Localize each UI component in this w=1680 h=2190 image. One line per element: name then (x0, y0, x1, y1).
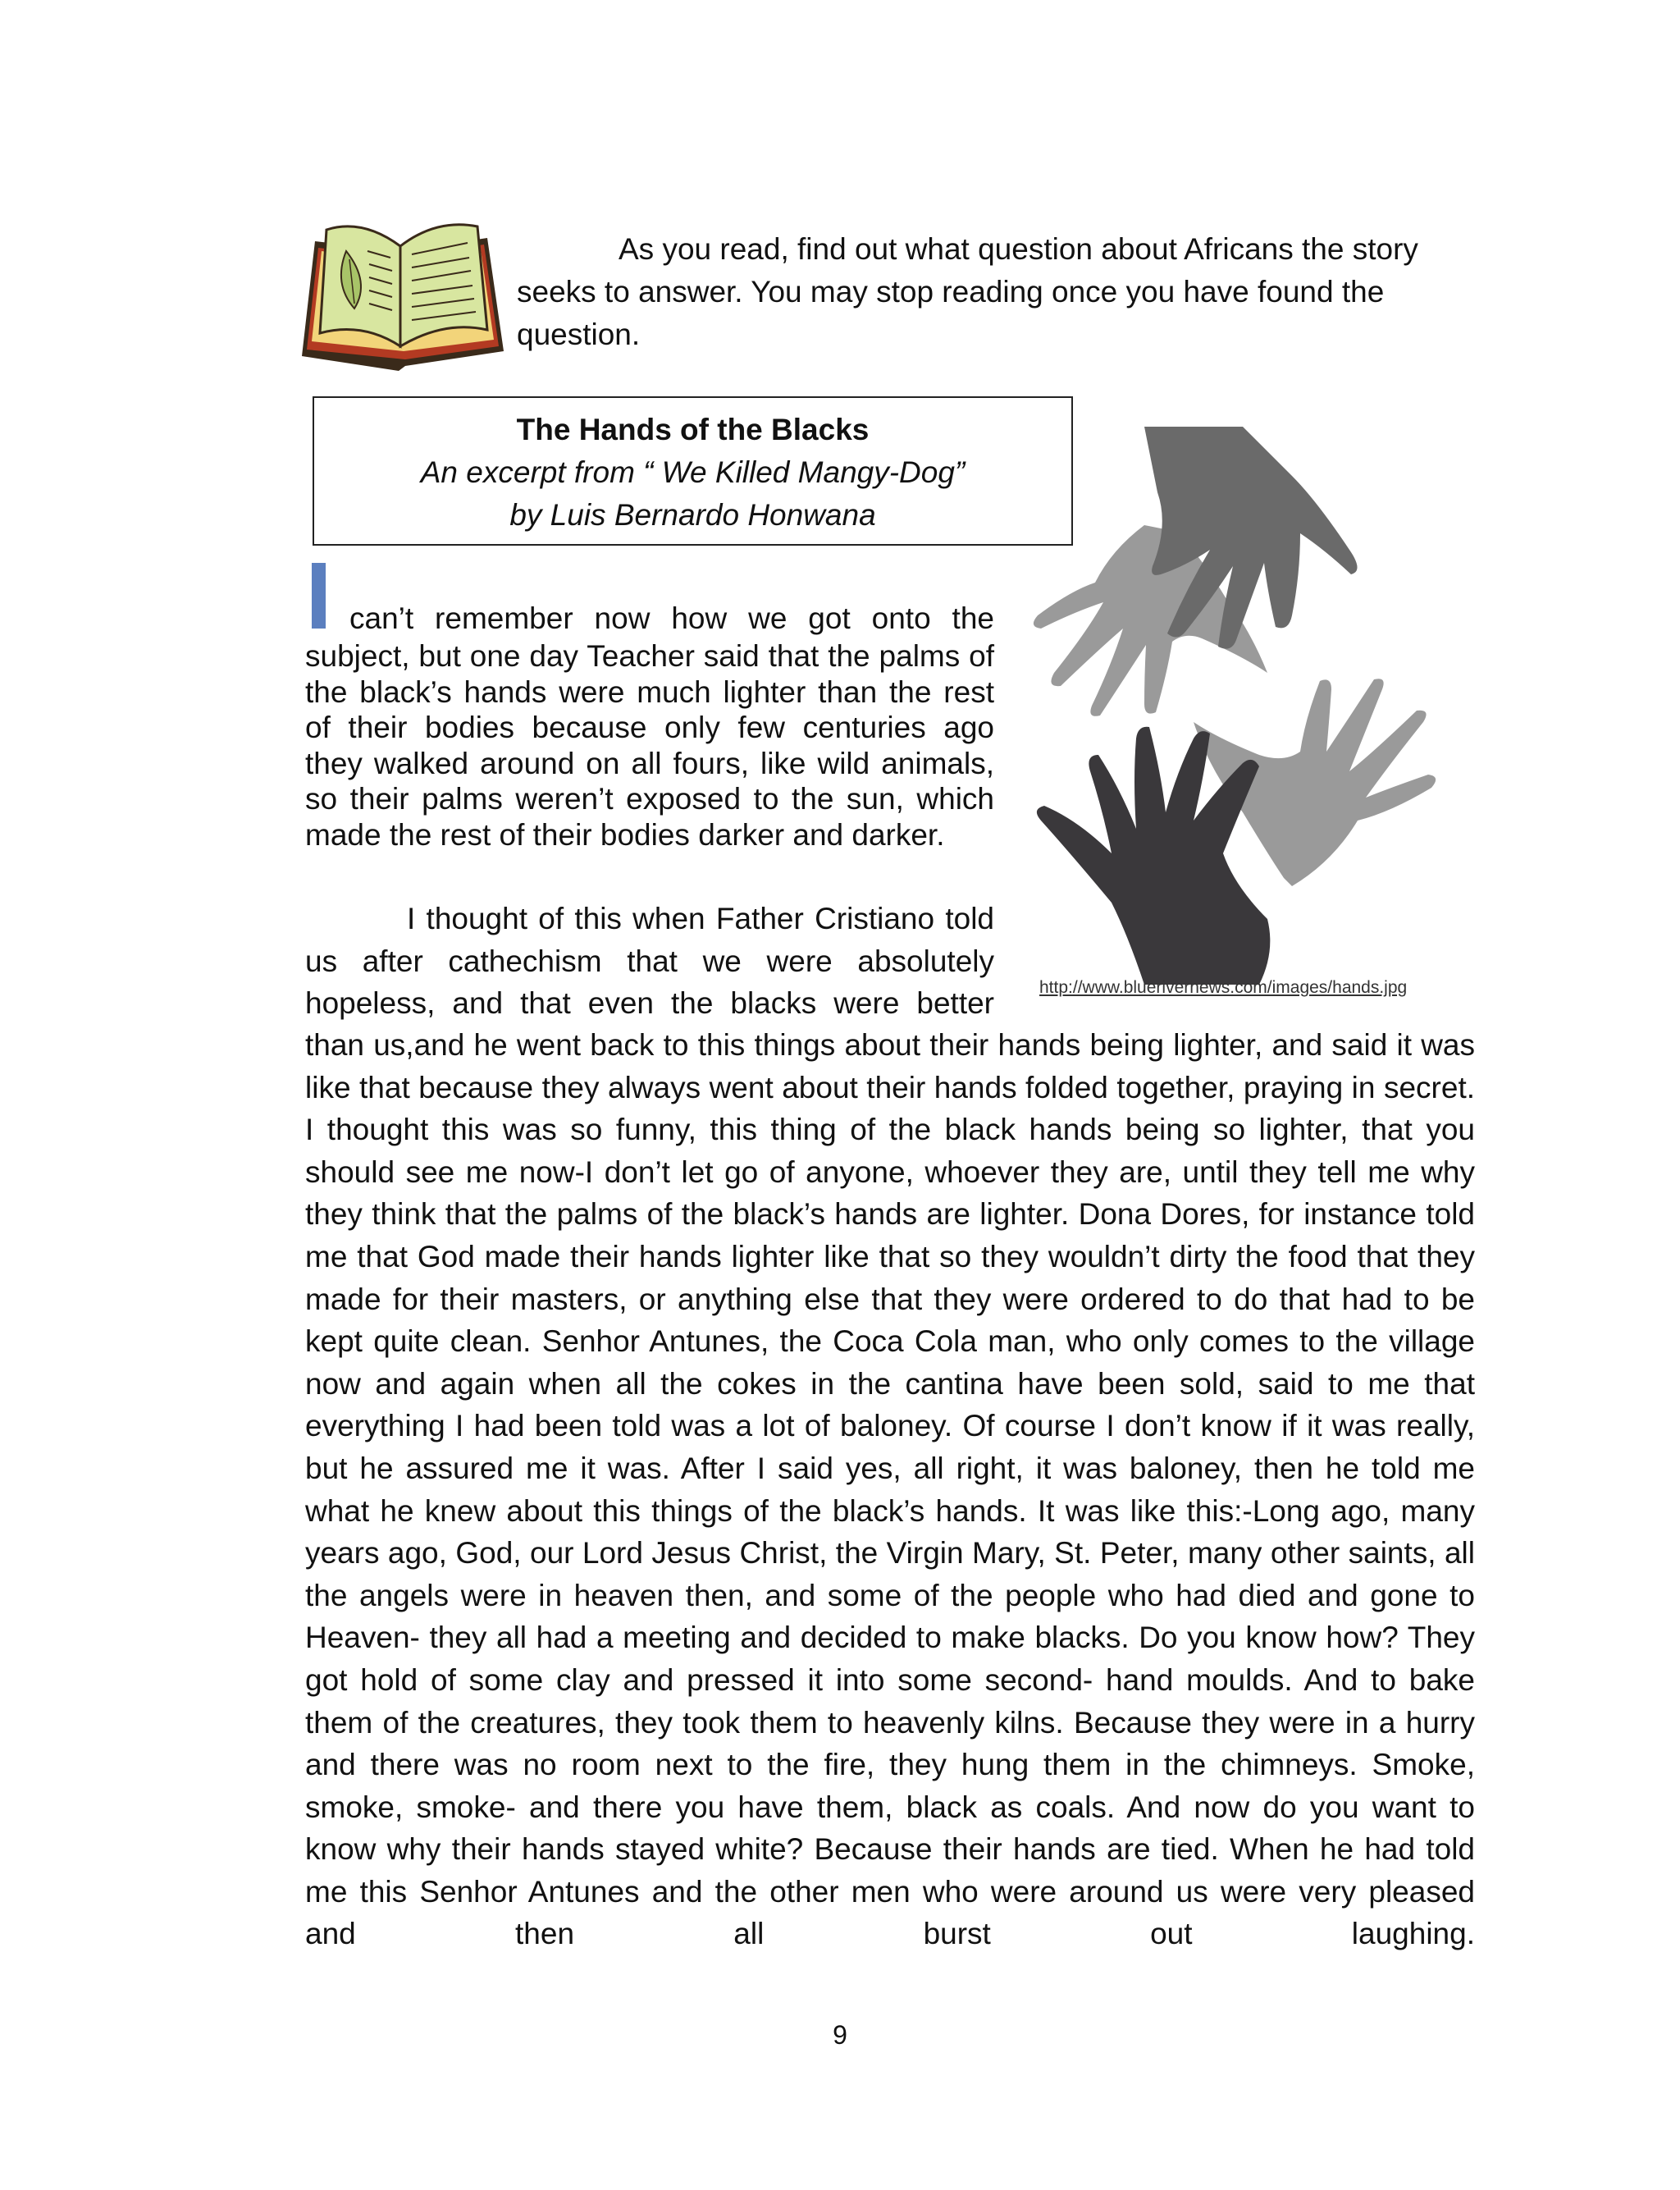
story-paragraph-2-start (305, 898, 994, 1025)
reading-instruction-text: As you read, find out what question about Africans the story seeks to answer. You may stop reading once you have found the question. (517, 232, 1418, 351)
story-paragraph-2-continued: than us,and he went back to this things about their hands being lighter, and said it was like that because they always went about their hands folded together, praying in secret. I thought this was so funny, this thing of the black hands being so lighter, that you should see me now-I don’t let go of anyone, whoever they are, until they tell me why they think that the palms of the black’s hands are lighter. Dona Dores, for instance told me that God made their hands lighter like that so they wouldn’t dirty the food that they made for their masters, or anything else that they were ordered to do that had to be kept quite clean. Senhor Antunes, the Coca Cola man, who only comes to the village now and again when all the cokes in the cantina have been sold, said to me that everything I had been told was a lot of baloney. Of course I don’t know if it was really, but he assured me it was. After I said yes, all right, it was baloney, then he told me what he knew about this things of the black’s hands. It was like this:-Long ago, many years ago, God, our Lord Jesus Christ, the Virgin Mary, St. Peter, many other saints, all the angels were in heaven then, and some of the people who had died and gone to Heaven- they all had a meeting and decided to make blacks. Do you know how? They got hold of some clay and pressed it into some second- hand moulds. And to bake them of the creatures, they took them to heavenly kilns. Because they were in a hurry and there was no room next to the fire, they hung them in the chimneys. Smoke, smoke, smoke- and there you have them, black as coals. And now do you want to know why their hands stayed white? Because their hands are tied. When he had told me this Senhor Antunes and the other men who were around us were very pleased and then all burst out laughing. (305, 1028, 1475, 1951)
reading-instruction (517, 228, 1477, 356)
open-book-icon (297, 218, 509, 371)
story-excerpt-source: An excerpt from “ We Killed Mangy-Dog” (420, 455, 966, 489)
story-title: The Hands of the Blacks (516, 413, 870, 446)
hand-top-gray (1144, 427, 1358, 649)
story-first-line (305, 597, 994, 640)
hands-illustration (1021, 427, 1448, 985)
story-first-line-text: can’t remember now how we got onto the (349, 601, 994, 635)
title-box (313, 396, 1073, 546)
story-author: by Luis Bernardo Honwana (509, 498, 876, 532)
story-paragraph-2-start-text: I thought of this when Father Cristiano told us after cathechism that we were absolutely hopeless, and that even the blacks were better (305, 902, 994, 1020)
page-number: 9 (833, 2020, 847, 2050)
image-credit-link[interactable]: http://www.bluerivernews.com/images/hands.jpg (1039, 978, 1408, 997)
story-paragraph-1: subject, but one day Teacher said that the palms of the black’s hands were much lighter than the rest of their bodies because only few centuries ago they walked around on all fours, like wild animals, so their palms weren’t exposed to the sun, which made the rest of their bodies darker and darker. (305, 639, 994, 852)
